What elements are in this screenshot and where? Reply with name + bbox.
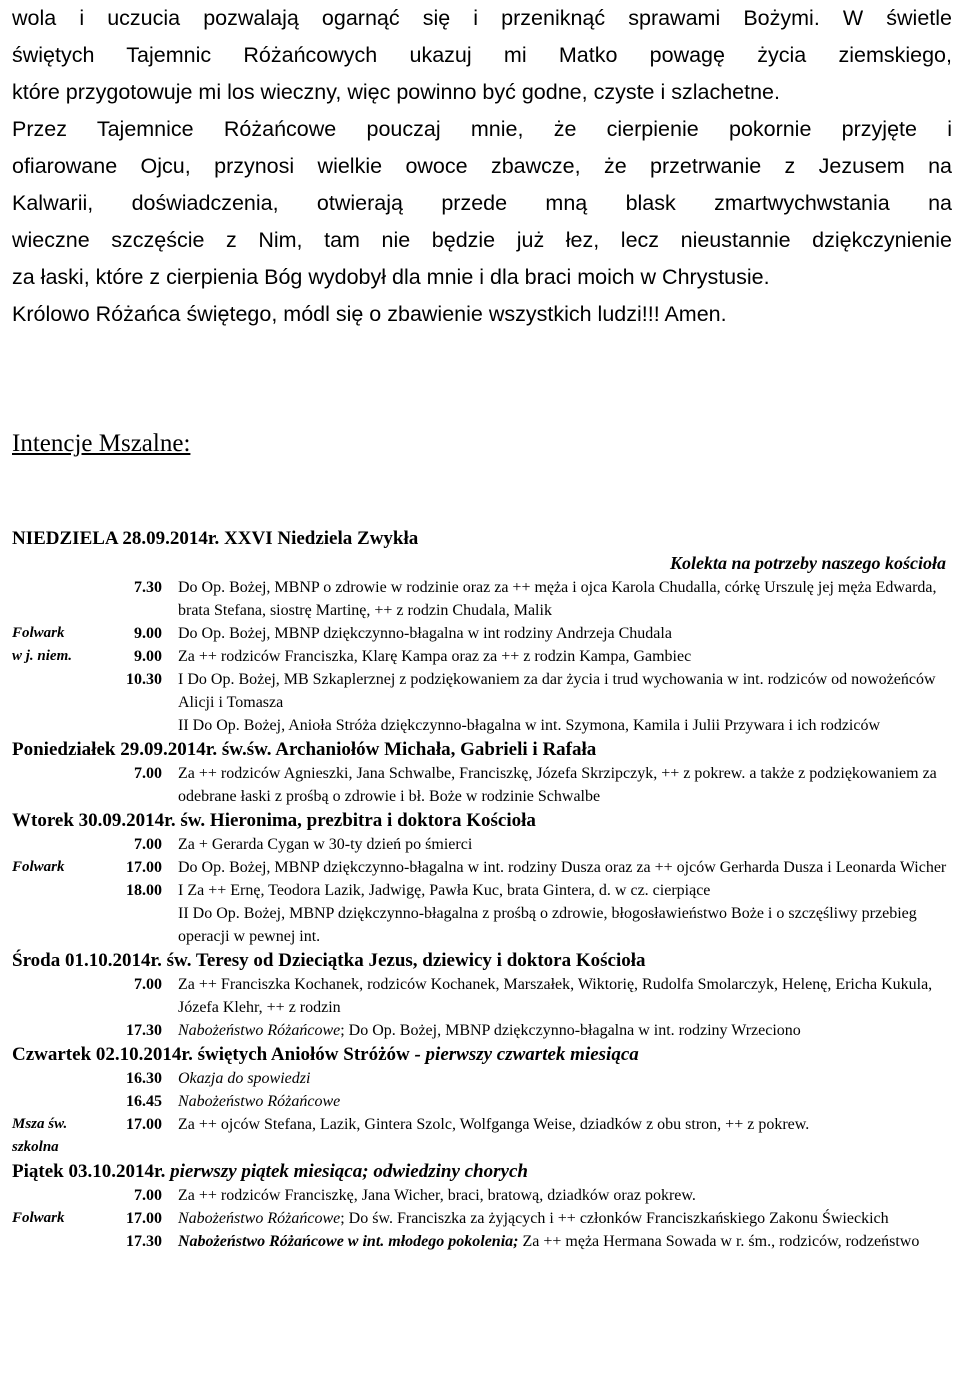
collection-note: Kolekta na potrzeby naszego kościoła <box>669 553 946 573</box>
mass-place <box>12 1019 98 1042</box>
prayer-line: wola i uczucia pozwalają ogarnąć się i przeniknąć sprawami Bożymi. W świetle <box>12 6 952 30</box>
mass-intention: Za ++ rodziców Agnieszki, Jana Schwalbe, Franciszkę, Józefa Skrzipczyk, ++ z pokrew. a także z podziękowaniem za odebrane łaski z prośbą o zdrowie i bł. Boże w rodzinie Schwalbe <box>178 765 937 805</box>
mass-place <box>12 879 98 902</box>
mass-intention <box>178 1067 952 1090</box>
mass-intention <box>178 1019 952 1042</box>
mass-time: 16.30 <box>126 1070 162 1087</box>
day-note: pierwszy piątek miesiąca; odwiedziny chorych <box>170 1161 528 1182</box>
mass-row <box>12 1184 952 1207</box>
mass-intention: II Do Op. Bożej, Anioła Stróża dziękczynno-błagalna w int. Szymona, Kamila i Julii Przywara i ich rodziców <box>178 717 881 734</box>
mass-row <box>12 1090 952 1113</box>
mass-time: 7.00 <box>134 765 162 782</box>
mass-place <box>12 576 98 622</box>
day-heading-thursday <box>12 1042 952 1067</box>
mass-time: 10.30 <box>126 671 162 688</box>
mass-intention: Za ++ rodziców Franciszkę, Jana Wicher, braci, bratową, dziadków oraz pokrew. <box>178 1187 696 1204</box>
mass-row <box>12 1113 952 1159</box>
mass-place <box>12 1230 98 1253</box>
mass-row <box>12 668 952 714</box>
mass-intention-text: ; Do św. Franciszka za żyjących i ++ członków Franciszkańskiego Zakonu Świeckich <box>340 1210 889 1227</box>
mass-time: 16.45 <box>126 1093 162 1110</box>
mass-row <box>12 622 952 645</box>
confession-label: Okazja do spowiedzi <box>178 1070 311 1087</box>
mass-row <box>12 1019 952 1042</box>
rosary-service-label: Nabożeństwo Różańcowe <box>178 1093 341 1110</box>
section-heading: Intencje Mszalne: <box>12 430 191 457</box>
mass-row <box>12 879 952 902</box>
mass-intention <box>178 1090 952 1113</box>
prayer-line: Kalwarii, doświadczenia, otwierają przede mną blask zmartwychwstania na <box>12 191 952 215</box>
mass-place <box>12 902 98 948</box>
prayer-line: Przez Tajemnice Różańcowe pouczaj mnie, że cierpienie pokornie przyjęte i <box>12 117 952 141</box>
mass-place: Folwark <box>12 859 65 875</box>
rosary-service-label: Nabożeństwo Różańcowe <box>178 1210 341 1227</box>
mass-place-line: szkolna <box>12 1139 59 1155</box>
rosary-service-label: Nabożeństwo Różańcowe <box>178 1022 341 1039</box>
day-heading-monday: Poniedziałek 29.09.2014r. św.św. Archaniołów Michała, Gabrieli i Rafała <box>12 739 597 760</box>
mass-row <box>12 645 952 668</box>
mass-place <box>12 714 98 737</box>
mass-row <box>12 714 952 737</box>
mass-time: 7.00 <box>134 836 162 853</box>
mass-place <box>12 973 98 1019</box>
prayer-line: za łaski, które z cierpienia Bóg wydobył dla mnie i dla braci moich w Chrystusie. <box>12 265 770 289</box>
prayer-line: Królowo Różańca świętego, módl się o zbawienie wszystkich ludzi!!! Amen. <box>12 302 727 326</box>
mass-time: 18.00 <box>126 882 162 899</box>
day-title: Piątek 03.10.2014r. <box>12 1161 171 1182</box>
mass-time: 17.00 <box>126 1116 162 1133</box>
day-heading-wednesday: Środa 01.10.2014r. św. Teresy od Dzieciątka Jezus, dziewicy i doktora Kościoła <box>12 950 646 971</box>
mass-intention: I Za ++ Ernę, Teodora Lazik, Jadwigę, Pawła Kuc, brata Gintera, d. w cz. cierpiące <box>178 882 711 899</box>
mass-row <box>12 1230 952 1253</box>
mass-time: 9.00 <box>134 648 162 665</box>
mass-intention: Do Op. Bożej, MBNP dziękczynno-błagalna w int rodziny Andrzeja Chudala <box>178 625 672 642</box>
mass-time: 9.00 <box>134 625 162 642</box>
prayer-line: ofiarowane Ojcu, przynosi wielkie owoce zbawcze, że przetrwanie z Jezusem na <box>12 154 952 178</box>
mass-intention: Za ++ ojców Stefana, Lazik, Gintera Szolc, Wolfganga Weise, dziadków z obu stron, ++ z pokrew. <box>178 1116 810 1133</box>
mass-intention-text: Za ++ męża Hermana Sowada w r. śm., rodziców, rodzeństwo <box>518 1233 920 1250</box>
mass-row <box>12 576 952 622</box>
mass-intention-text: ; Do Op. Bożej, MBNP dziękczynno-błagalna w int. rodziny Wrzeciono <box>340 1022 801 1039</box>
day-heading-tuesday: Wtorek 30.09.2014r. św. Hieronima, prezbitra i doktora Kościoła <box>12 810 536 831</box>
day-heading-friday <box>12 1159 952 1184</box>
mass-time: 7.00 <box>134 976 162 993</box>
mass-intention: Za ++ Franciszka Kochanek, rodziców Kochanek, Marszałek, Wiktorię, Rudolfa Smolarczyk, Helenę, Ericha Kukula, Józefa Klehr, ++ z rodzin <box>178 976 933 1016</box>
day-title: Czwartek 02.10.2014r. świętych Aniołów Stróżów <box>12 1044 415 1065</box>
mass-intention: Za ++ rodziców Franciszka, Klarę Kampa oraz za ++ z rodzin Kampa, Gambiec <box>178 648 692 665</box>
mass-intention: Do Op. Bożej, MBNP dziękczynno-błagalna w int. rodziny Dusza oraz za ++ ojców Gerharda Dusza i Leonarda Wicher <box>178 859 947 876</box>
day-heading-sunday: NIEDZIELA 28.09.2014r. XXVI Niedziela Zwykła <box>12 528 419 549</box>
mass-place: Folwark <box>12 625 65 641</box>
mass-row <box>12 1207 952 1230</box>
mass-time: 17.00 <box>126 1210 162 1227</box>
mass-time: 17.30 <box>126 1233 162 1250</box>
mass-intention <box>178 1230 952 1253</box>
day-note: - pierwszy czwartek miesiąca <box>414 1044 639 1065</box>
mass-intention: Do Op. Bożej, MBNP o zdrowie w rodzinie oraz za ++ męża i ojca Karola Chudalla, córkę Urszulę jej męża Edwarda, brata Stefana, siostrę Martinę, ++ z rodzin Chudala, Malik <box>178 579 937 619</box>
mass-schedule <box>12 526 952 1253</box>
mass-time: 7.00 <box>134 1187 162 1204</box>
mass-place <box>12 1184 98 1207</box>
mass-row <box>12 902 952 948</box>
mass-place <box>12 762 98 808</box>
rosary-service-label: Nabożeństwo Różańcowe w int. młodego pokolenia; <box>178 1233 519 1250</box>
mass-place <box>12 1113 98 1159</box>
mass-place: Folwark <box>12 1210 65 1226</box>
mass-row <box>12 833 952 856</box>
mass-place-line: Msza św. <box>12 1116 68 1132</box>
mass-place <box>12 1067 98 1090</box>
mass-intention <box>178 1207 952 1230</box>
mass-place: w j. niem. <box>12 648 73 664</box>
mass-row <box>12 762 952 808</box>
mass-place <box>12 833 98 856</box>
mass-time: 17.30 <box>126 1022 162 1039</box>
mass-time: 17.00 <box>126 859 162 876</box>
mass-row <box>12 973 952 1019</box>
mass-intention: II Do Op. Bożej, MBNP dziękczynno-błagalna z prośbą o zdrowie, błogosławieństwo Boże i o szczęśliwy przebieg operacji w pewnej int. <box>178 905 917 945</box>
mass-time: 7.30 <box>134 579 162 596</box>
mass-time <box>98 714 178 737</box>
prayer-line: wieczne szczęście z Nim, tam nie będzie już łez, lecz nieustannie dziękczynienie <box>12 228 952 252</box>
mass-time <box>98 902 178 948</box>
mass-intention: I Do Op. Bożej, MB Szkaplerznej z podziękowaniem za dar życia i trud wychowania w int. rodziców od nowożeńców Alicji i Tomasza <box>178 671 936 711</box>
prayer-text <box>12 0 952 333</box>
prayer-line: które przygotowuje mi los wieczny, więc powinno być godne, czyste i szlachetne. <box>12 80 780 104</box>
mass-place <box>12 1090 98 1113</box>
mass-row <box>12 1067 952 1090</box>
mass-place <box>12 668 98 714</box>
prayer-line: świętych Tajemnic Różańcowych ukazuj mi Matko powagę życia ziemskiego, <box>12 43 952 67</box>
mass-intention: Za + Gerarda Cygan w 30-ty dzień po śmierci <box>178 836 473 853</box>
mass-row <box>12 856 952 879</box>
